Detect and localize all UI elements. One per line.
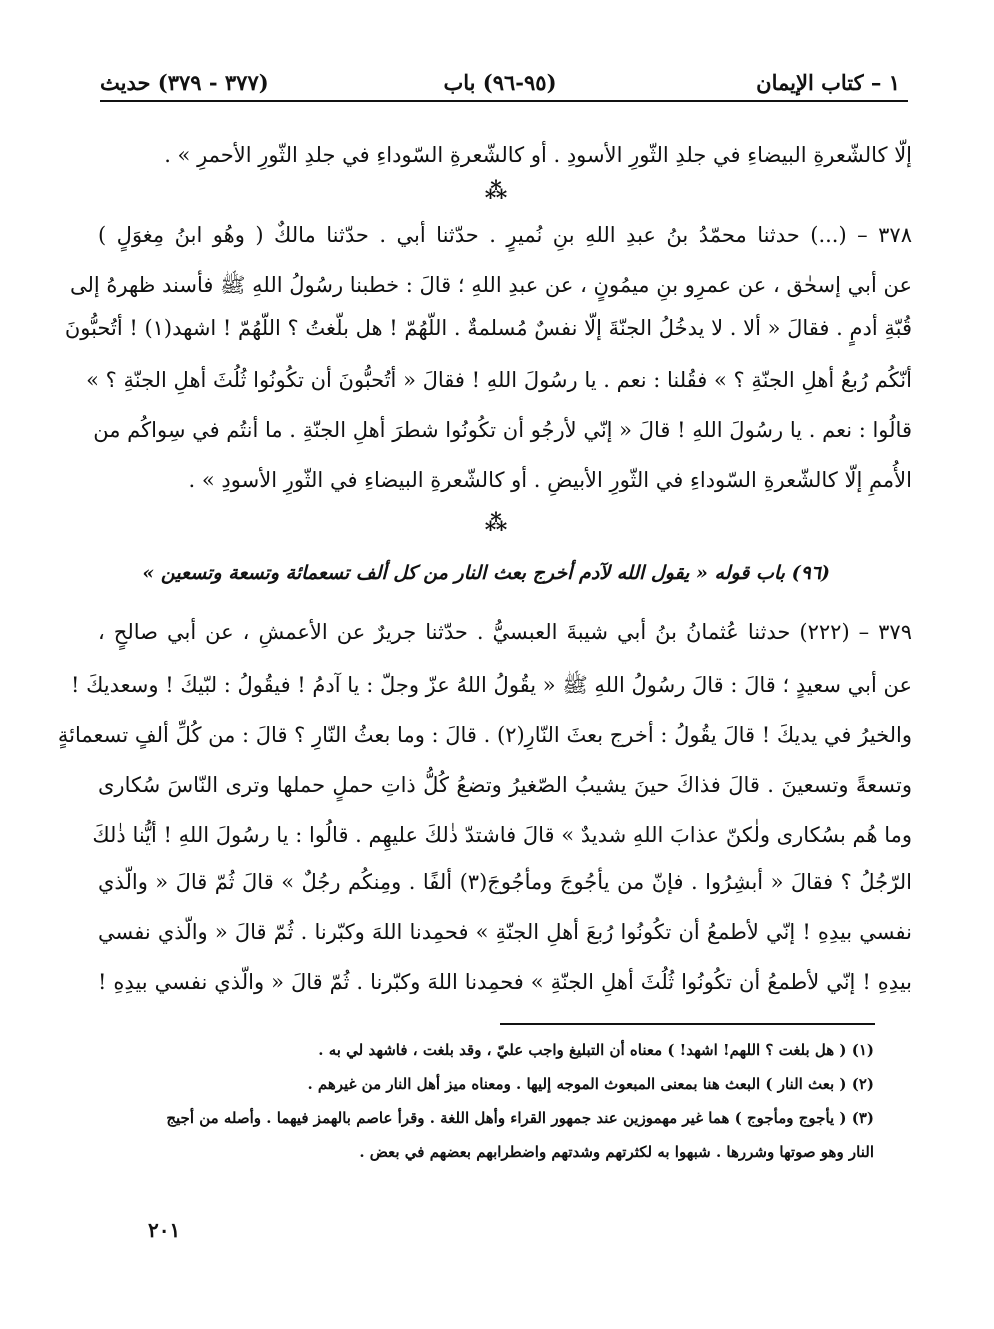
page-number: ٢٠١: [148, 1218, 181, 1242]
footnote-3-continued: النار وهو صوتها وشررها . شبهوا به لكثرتهم وشدتهم واضطرابهم بعضهم في بعض .: [359, 1143, 874, 1161]
footnote-rule: [500, 1023, 875, 1025]
footnote-1: (١) ( هل بلغت ؟ اللهم! اشهد! ) معناه أن التبليغ واجب عليّ ، وقد بلغت ، فاشهد لي به .: [318, 1041, 874, 1059]
hadith-379-line: ٣٧٩ – (٢٢٢) حدثنا عُثمانُ بنُ أبي شيبةَ العبسيُّ . حدّثنا جريرٌ عن الأعمشِ ، عن أبي صالحٍ ،: [98, 620, 912, 644]
header-rule: [100, 100, 908, 102]
header-bab-range: (٩٥-٩٦) باب: [443, 70, 557, 95]
section-separator: ⁂: [484, 510, 510, 536]
text-line: نفسي بيدِهِ ! إنّي لأطمعُ أن تكُونُوا رُبعَ أهلِ الجنّةِ » فحمِدنا اللهَ وكبّرنا . ثُمّ قالَ « والّذي نفسي: [98, 920, 912, 944]
text-line: قالُوا : نعم . يا رسُولَ اللهِ ! قالَ « إنّي لأرجُو أن تكُونُوا شطرَ أهلِ الجنّةِ . ما أنتُم في سِواكُم من: [93, 418, 912, 442]
section-separator: ⁂: [484, 178, 510, 204]
footnote-3: (٣) ( يأجوج ومأجوج ) هما غير مهموزين عند جمهور القراء وأهل اللغة . وقرأ عاصم بالهمز فيهما . وأصله من أجيج: [166, 1109, 874, 1127]
text-line: وتسعةً وتسعينَ . قالَ فذاكَ حينَ يشيبُ الصّغيرُ وتضعُ كُلُّ ذاتِ حملٍ حملها وترى النّاسَ سُكارى: [98, 773, 912, 797]
footnote-2: (٢) ( بعث النار ) البعث هنا بمعنى المبعوث الموجه إليها . ومعناه ميز أهل النار من غيرهم .: [307, 1075, 874, 1093]
text-line: عن أبي سعيدٍ ؛ قالَ : قالَ رسُولُ اللهِ ﷺ « يقُولُ اللهُ عزّ وجلّ : يا آدمُ ! فيقُولُ : لبّيكَ ! وسعديكَ !: [70, 673, 912, 697]
text-line: عن أبي إسحٰق ، عن عمرِو بنِ ميمُونٍ ، عن عبدِ اللهِ ؛ قالَ : خطبنا رسُولُ اللهِ ﷺ فأسند ظهرهُ إلى: [69, 273, 912, 297]
text-line: إلّا كالشّعرةِ البيضاءِ في جلدِ الثّورِ الأسودِ . أو كالشّعرةِ السّوداءِ في جلدِ الثّورِ الأحمرِ » .: [164, 143, 912, 167]
header-book-title: ١ – كتاب الإيمان: [756, 70, 900, 95]
chapter-heading: (٩٦) باب قوله « يقول الله لآدم أخرج بعث النار من كل ألف تسعمائة وتسعة وتسعين »: [142, 562, 830, 584]
running-header: [100, 70, 900, 100]
header-hadith-range: (٣٧٧ - ٣٧٩) حديث: [100, 70, 269, 95]
text-line: أنّكُم رُبعُ أهلِ الجنّةِ ؟ » فقُلنا : نعم . يا رسُولَ اللهِ ! فقالَ « أتُحبُّونَ أن تكُونُوا ثُلُثَ أهلِ الجنّةِ ؟ »: [86, 368, 912, 392]
text-line: بيدِهِ ! إنّي لأطمعُ أن تكُونُوا ثُلُثَ أهلِ الجنّةِ » فحمِدنا اللهَ وكبّرنا . ثُمّ قالَ « والّذي نفسي بيدِهِ !: [98, 970, 912, 994]
hadith-378-line: ٣٧٨ – (...) حدثنا محمّدُ بنُ عبدِ اللهِ بنِ نُميرٍ . حدّثنا أبي . حدّثنا مالكٌ ( وهُو ابنُ مِغوَلٍ ): [98, 223, 912, 247]
text-line: والخيرُ في يديكَ ! قالَ يقُولُ : أخرج بعثَ النّارِ(٢) . قالَ : وما بعثُ النّارِ ؟ قالَ : من كُلِّ ألفٍ تسعمائةٍ: [57, 723, 912, 747]
text-line: وما هُم بسُكارى ولٰكنّ عذابَ اللهِ شديدٌ » قالَ فاشتدّ ذٰلكَ عليهِم . قالُوا : يا رسُولَ اللهِ ! أيُّنا ذٰلكَ: [92, 823, 912, 847]
text-line: الرّجُلُ ؟ فقالَ « أبشِرُوا . فإنّ من يأجُوجَ ومأجُوجَ(٣) ألفًا . ومِنكُم رجُلٌ » قالَ ثُمّ قالَ « والّذي: [98, 870, 912, 894]
text-line: قُبّةِ أدمٍ . فقالَ « ألا . لا يدخُلُ الجنّةَ إلّا نفسٌ مُسلمةٌ . اللّهُمّ ! هل بلّغتُ ؟ اللّهُمّ ! اشهد(١) ! أتُحبُّونَ: [64, 316, 912, 340]
text-line: الأُممِ إلّا كالشّعرةِ السّوداءِ في الثّورِ الأبيضِ . أو كالشّعرةِ البيضاءِ في الثّورِ الأسودِ » .: [188, 468, 912, 492]
